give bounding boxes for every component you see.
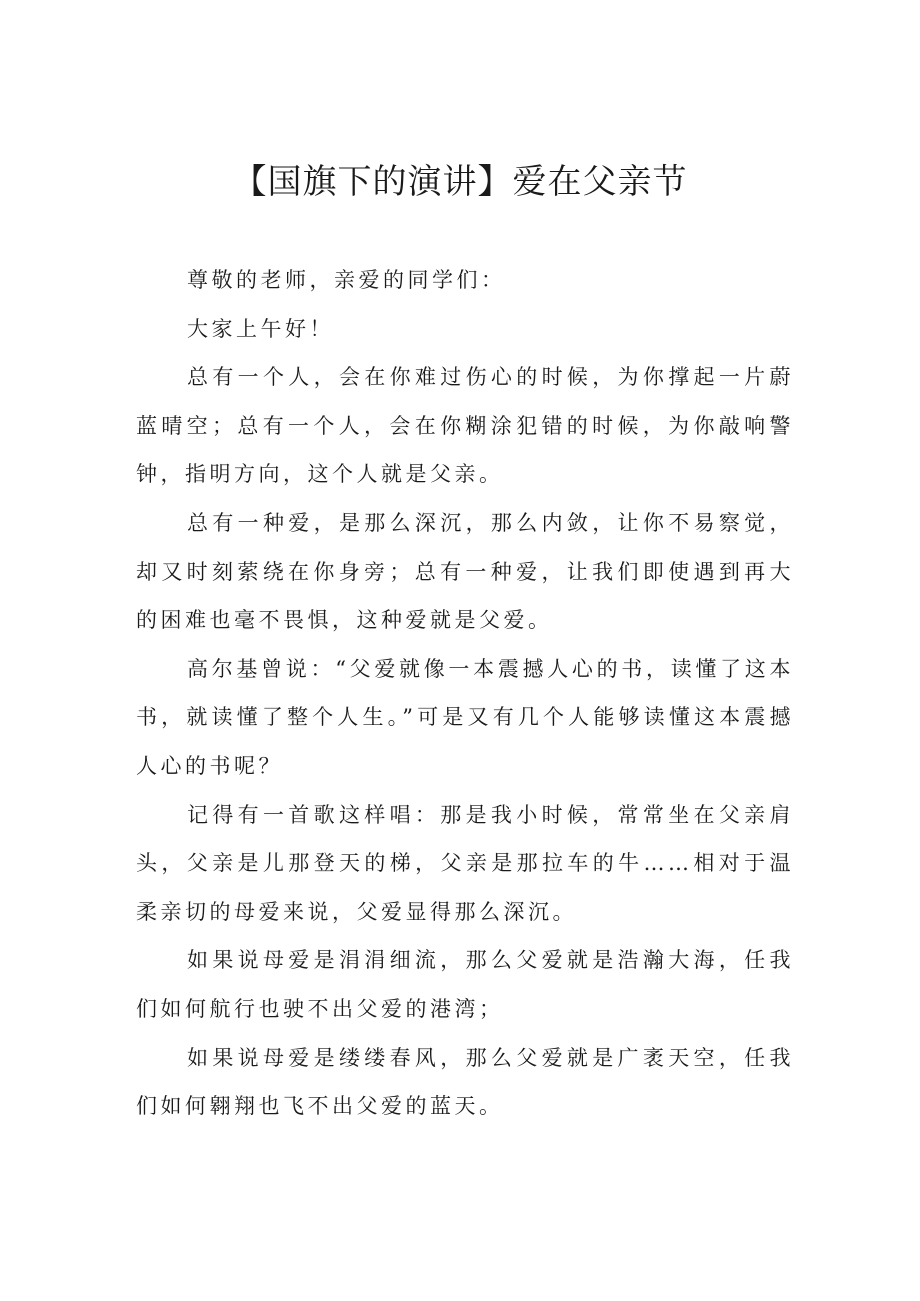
paragraph-greeting: 大家上午好！ (187, 316, 334, 341)
paragraph: 总有一个人，会在你难过伤心的时候，为你撑起一片蔚蓝晴空；总有一个人，会在你糊涂犯错的时候，为你敲响警钟，指明方向，这个人就是父亲。 (136, 365, 794, 487)
paragraph: 高尔基曾说：“父爱就像一本震撼人心的书，读懂了这本书，就读懂了整个人生。”可是又有几个人能够读懂这本震撼人心的书呢？ (136, 656, 794, 778)
document-body (136, 256, 794, 1131)
paragraph: 如果说母爱是缕缕春风，那么父爱就是广袤天空，任我们如何翱翔也飞不出父爱的蓝天。 (136, 1045, 794, 1119)
paragraph-salutation: 尊敬的老师，亲爱的同学们： (187, 268, 506, 292)
paragraph: 如果说母爱是涓涓细流，那么父爱就是浩瀚大海，任我们如何航行也驶不出父爱的港湾； (136, 948, 794, 1021)
paragraph: 总有一种爱，是那么深沉，那么内敛，让你不易察觉，却又时刻萦绕在你身旁；总有一种爱，让我们即使遇到再大的困难也毫不畏惧，这种爱就是父爱。 (136, 510, 794, 633)
document-title: 【国旗下的演讲】爱在父亲节 (232, 162, 688, 202)
paragraph: 记得有一首歌这样唱：那是我小时候，常常坐在父亲肩头，父亲是儿那登天的梯，父亲是那拉车的牛……相对于温柔亲切的母爱来说，父爱显得那么深沉。 (136, 802, 794, 924)
